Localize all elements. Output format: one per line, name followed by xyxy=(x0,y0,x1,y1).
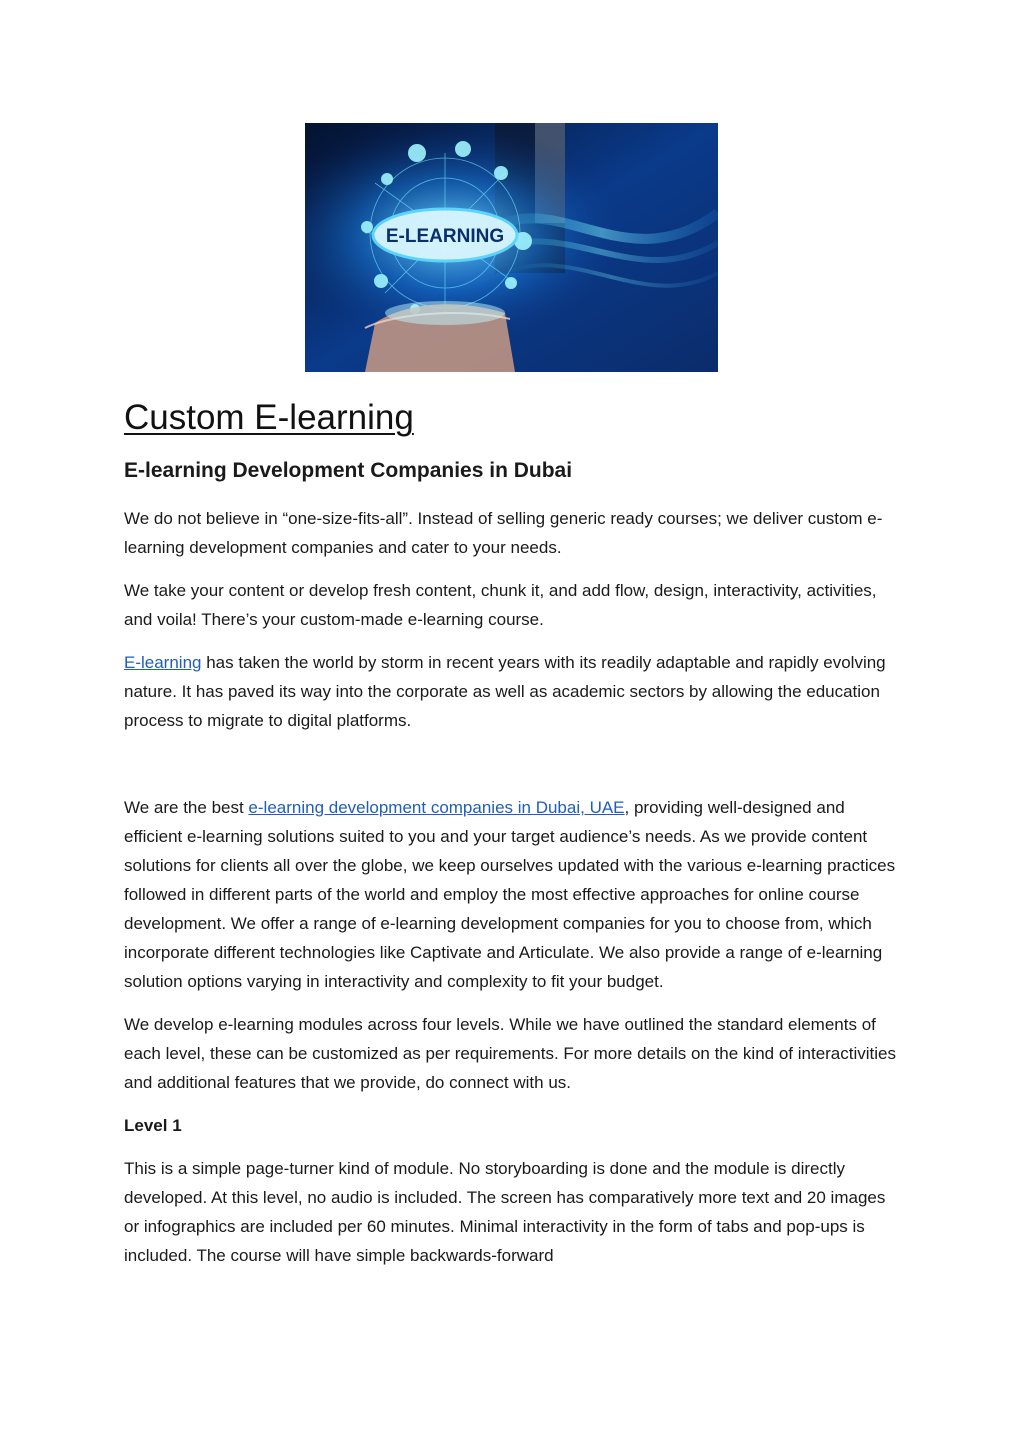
article xyxy=(124,390,904,1284)
level-1-heading: Level 1 xyxy=(124,1116,182,1135)
hero-badge-text: E-LEARNING xyxy=(385,226,505,247)
page-subtitle: E-learning Development Companies in Dubai xyxy=(124,459,573,482)
paragraph-level-1: This is a simple page-turner kind of module. No storyboarding is done and the module is directly developed. At this level, no audio is included. The screen has comparatively more text and 20 images or infographics are included per 60 minutes. Minimal interactivity in the form of tabs and pop-ups is included. The course will have simple backwards-forward xyxy=(124,1159,886,1265)
dubai-companies-link[interactable]: e-learning development companies in Dubai, UAE xyxy=(248,798,625,817)
elearning-link[interactable]: E-learning xyxy=(124,653,202,672)
paragraph-intro: We do not believe in “one-size-fits-all”. Instead of selling generic ready courses; we deliver custom e-learning development companies and cater to your needs. xyxy=(124,509,883,557)
hero-image xyxy=(305,123,718,372)
paragraph-elearning xyxy=(124,648,904,735)
paragraph-best-companies xyxy=(124,793,904,996)
paragraph-levels: We develop e-learning modules across four levels. While we have outlined the standard elements of each level, these can be customized as per requirements. For more details on the kind of interactivities and additional features that we provide, do connect with us. xyxy=(124,1015,896,1092)
spacer xyxy=(124,749,904,793)
paragraph-best-start: We are the best xyxy=(124,798,249,817)
paragraph-process: We take your content or develop fresh content, chunk it, and add flow, design, interactivity, activities, and voila! There’s your custom-made e-learning course. xyxy=(124,581,877,629)
paragraph-best-rest: , providing well-designed and efficient e-learning solutions suited to you and your target audience’s needs. As we provide content solutions for clients all over the globe, we keep ourselves updated with the various e-learning practices followed in different parts of the world and employ the most effective approaches for online course development. We offer a range of e-learning development companies for you to choose from, which incorporate different technologies like Captivate and Articulate. We also provide a range of e-learning solution options varying in interactivity and complexity to fit your budget. xyxy=(124,798,896,991)
paragraph-elearning-text: has taken the world by storm in recent years with its readily adaptable and rapidly evolving nature. It has paved its way into the corporate as well as academic sectors by allowing the education process to migrate to digital platforms. xyxy=(124,653,886,730)
page-title: Custom E-learning xyxy=(124,398,414,437)
